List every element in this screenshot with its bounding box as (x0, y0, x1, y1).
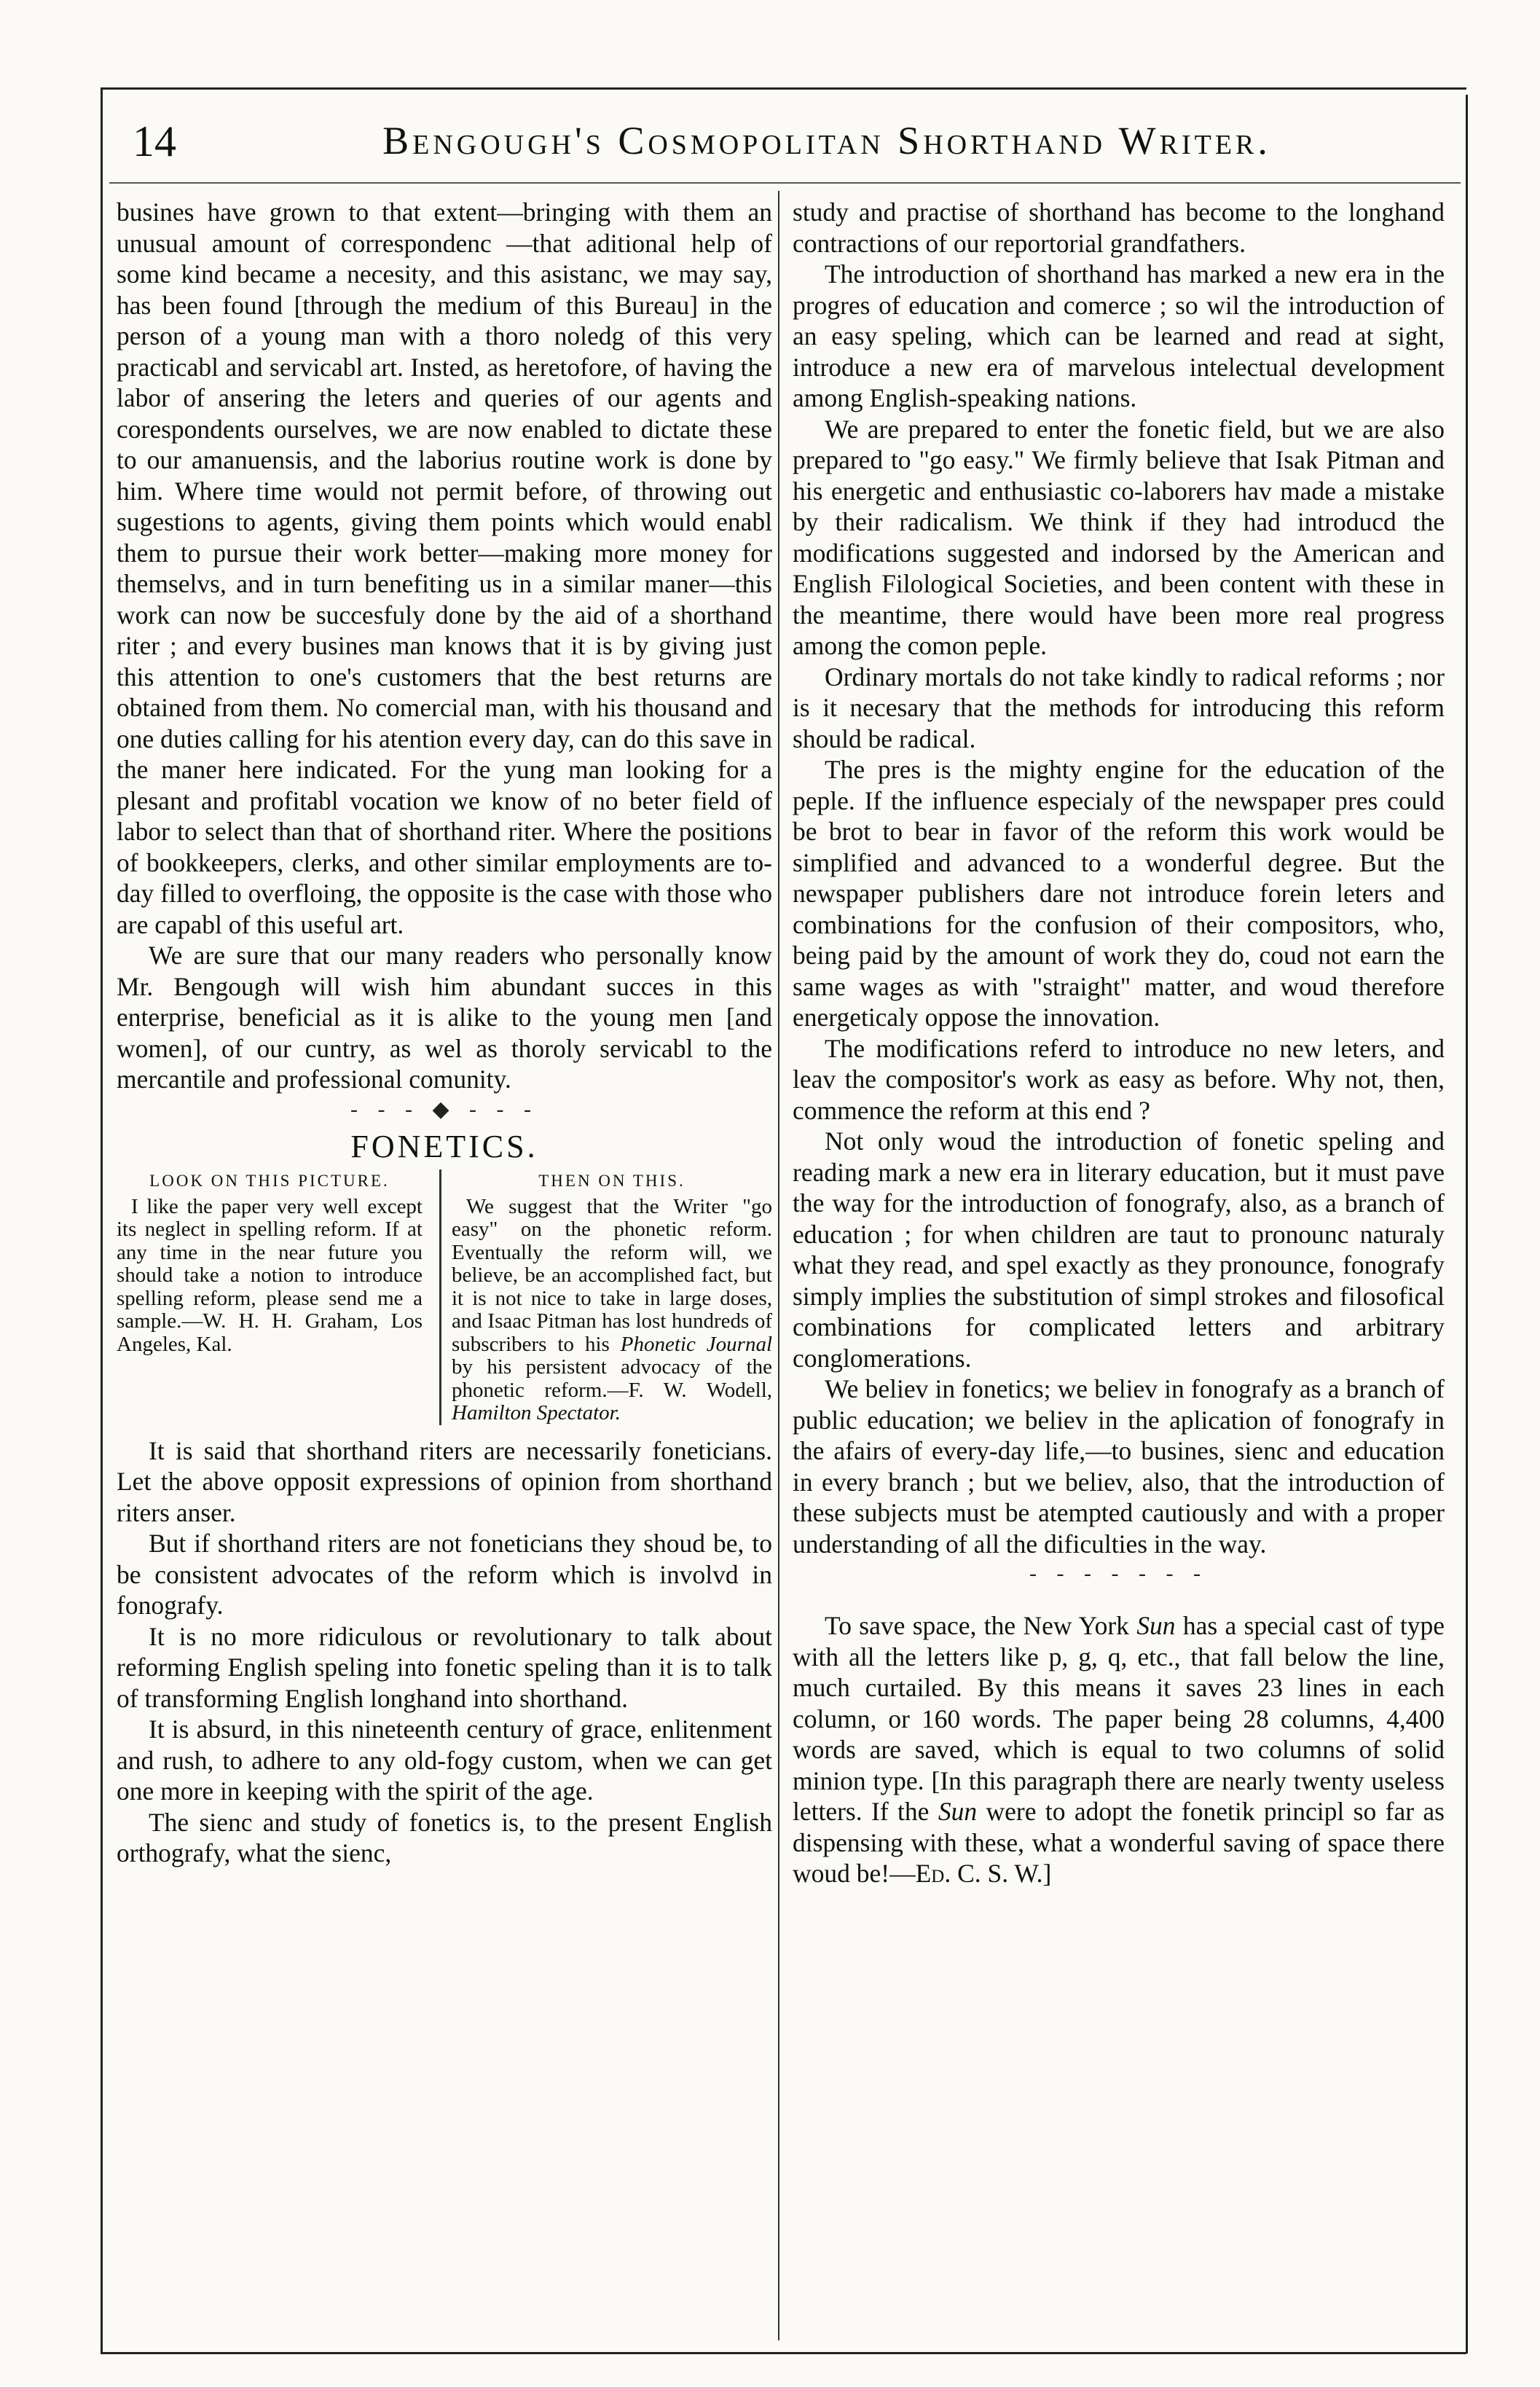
paragraph: The sienc and study of fonetics is, to the present English orthografy, what the sienc, (117, 1807, 772, 1867)
right-border-rule (1466, 95, 1468, 2353)
right-column (793, 197, 1445, 1889)
quote-text-part: by his persistent advocacy of the phonetic reform.—F. W. Wodell, (452, 1355, 772, 1402)
top-border-rule (101, 87, 1466, 90)
paragraph: Ordinary mortals do not take kindly to radical reforms ; nor is it necesary that the methods for introducing this reform should be radical. (793, 662, 1445, 753)
paragraph: It is no more ridiculous or revolutionary to talk about reforming English speling into fonetic speling than it is to talk of transforming English longhand into shorthand. (117, 1621, 772, 1713)
paragraph: We are prepared to enter the fonetic field, but we are also prepared to "go easy." We firmly believe that Isak Pitman and his energetic and enthusiastic co-laborers hav made a mistake by their radicalism. We think if they had introducd the modifications suggested and indorsed by the American and English Filological Societies, and been content with these in the meantime, there would have been more real progress among the comon peple. (793, 414, 1445, 660)
newspaper-name: Sun (1136, 1611, 1176, 1640)
section-separator: - - - ◆ - - - (350, 1097, 538, 1121)
paragraph: But if shorthand riters are not foneticians they shoud be, to be consistent advocates of the reform which is involvd in fonografy. (117, 1529, 772, 1620)
quote-text-part: We suggest that the Writer "go easy" on the phonetic reform. Eventually the reform will, we believe, be an accomplished fact, but it is not nice to take in large doses, and Isaac Pitman has lost hundreds of subscribers to his (452, 1194, 772, 1356)
editor-signature: Ed. C. S. W.] (915, 1859, 1052, 1888)
paragraph: busines have grown to that extent—bringing with them an unusual amount of correspondenc —that aditional help of some kind became a necesity, and this asistanc, we may say, has been found [through the medium of this Bureau] in the person of a young man with a thoro noledg of this very practicabl and servicabl art. Insted, as heretofore, of having the labor of ansering the leters and queries of our agents and corespondents ourselves, we are now enabled to dictate these to our amanuensis, and the laborius routine work is done by him. Where time would not permit before, of throwing out sugestions to agents, giving them points which would enabl them to pursue their work better—making more money for themselvs, and in turn benefiting us in a similar maner—this work can now be succesfuly done by the aid of a shorthand riter ; and every busines man knows that it is by giving just this attention to one's customers that the best returns are obtained from them. No comercial man, with his thousand and one duties calling for his atention every day, can do this save in the maner here indicated. For the yung man looking for a plesant and profitabl vocation we know of no beter field of labor to select than that of shorthand riter. Where the positions of bookkeepers, clerks, and other similar employments are to-day filled to overfloing, the opposite is the case with those who are capabl of this useful art. (117, 197, 772, 939)
note-text: were to adopt the fonetik principl so far as dispensing with these, what a wonderful saving of space there woud be!— (793, 1797, 1445, 1888)
note-text: To save space, the New York (825, 1611, 1129, 1640)
paragraph: The modifications referd to introduce no new leters, and leav the compositor's work as easy as before. Why not, then, commence the reform at this end ? (793, 1033, 1445, 1125)
paragraph: We believ in fonetics; we believ in fonografy as a branch of public education; we believ in the aplication of fonografy in the afairs of every-day life,—to busines, sienc and education in every branch ; but we believ, also, that the introduction of these subjects must be atempted cautiously and with a proper understanding of all the dificulties in the way. (793, 1374, 1445, 1559)
newspaper-name: Sun (938, 1797, 978, 1826)
header-rule (109, 182, 1461, 184)
paragraph: We are sure that our many readers who personally know Mr. Bengough will wish him abundant succes in this enterprise, beneficial as it is alike to the young men [and women], of our cuntry, as wel as thoroly servicabl to the mercantile and professional comunity. (117, 941, 772, 1094)
editor-note (793, 1610, 1445, 1889)
quote-heading: THEN ON THIS. (538, 1172, 685, 1190)
left-border-rule (101, 87, 103, 2353)
quote-source: Hamilton Spectator. (452, 1401, 621, 1424)
fonetics-quotes (117, 1169, 772, 1425)
bottom-border-rule (101, 2352, 1466, 2354)
quote-heading: LOOK ON THIS PICTURE. (149, 1172, 390, 1190)
quote-look-on-this (117, 1169, 423, 1425)
column-divider (778, 191, 779, 2340)
journal-title: Phonetic Journal (620, 1332, 773, 1356)
page-number: 14 (133, 117, 176, 165)
paragraph: Not only woud the introduction of fonetic speling and reading mark a new era in literary education, but it must pave the way for the introduction of fonografy, also, as a branch of education ; for when children are taut to pronounc naturaly what they read, and spel exactly as they pronounce, fonografy simply implies the substitution of simpl strokes and filosofical combinations for complicated letters and arbitrary conglomerations. (793, 1126, 1445, 1373)
running-title: Bengough's Cosmopolitan Shorthand Writer. (382, 119, 1271, 162)
left-column (117, 197, 772, 1869)
paragraph: The introduction of shorthand has marked a new era in the progres of education and comerce ; so wil the introduction of an easy speling, which can be learned and read at sight, introduce a new era of marvelous intelectual development among English-speaking nations. (793, 259, 1445, 412)
page-header (109, 102, 1450, 182)
paragraph: It is absurd, in this nineteenth century of grace, enlitenment and rush, to adhere to any old-fogy custom, when we can get one more in keeping with the spirit of the age. (117, 1714, 772, 1806)
note-text: has a special cast of type with all the letters like p, g, q, etc., that fall below the line, much curtailed. By this means it saves 23 lines in each column, or 160 words. The paper being 28 columns, 4,400 words are saved, which is equal to two columns of solid minion type. [In this paragraph there are nearly twenty useless letters. If the (793, 1611, 1445, 1826)
quote-text: I like the paper very well except its neglect in spelling reform. If at any time in the near future you should take a notion to introduce spelling reform, please send me a sample.—W. H. H. Graham, Los Angeles, Kal. (117, 1194, 423, 1356)
quote-then-on-this (439, 1169, 772, 1425)
quote-text (452, 1196, 772, 1425)
section-separator: - - - - - - - (1029, 1561, 1208, 1586)
paragraph: The pres is the mighty engine for the education of the peple. If the influence especialy of the newspaper pres could be brot to bear in favor of the reform this work would be simplified and advanced to a wonderful degree. But the newspaper publishers dare not introduce forein leters and combinations for the confusion of their compositors, who, being paid by the amount of work they do, coud not earn the same wages as with "straight" matter, and woud therefore energeticaly oppose the innovation. (793, 755, 1445, 1032)
paragraph: It is said that shorthand riters are necessarily foneticians. Let the above opposit expressions of opinion from shorthand riters anser. (117, 1435, 772, 1527)
paragraph: study and practise of shorthand has become to the longhand contractions of our reportorial grandfathers. (793, 197, 1445, 258)
section-heading-fonetics: FONETICS. (350, 1128, 538, 1164)
